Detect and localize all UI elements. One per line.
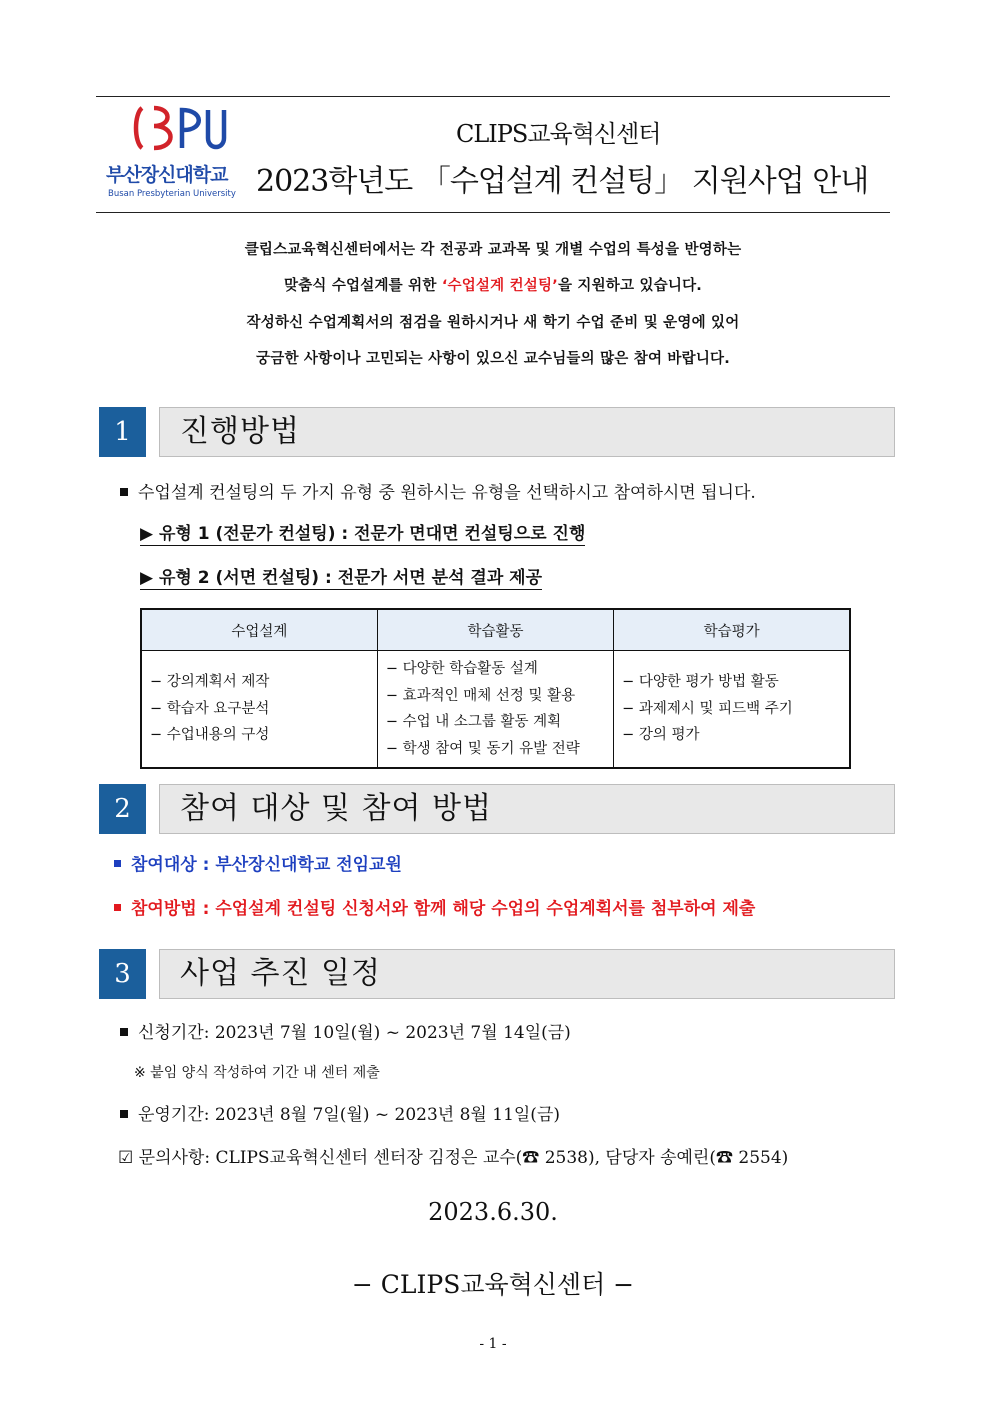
bpu-logo-icon <box>132 104 228 152</box>
participation-method <box>114 894 755 919</box>
table-header-cell: 학습평가 <box>614 609 850 651</box>
square-bullet-icon <box>120 488 128 496</box>
intro-line-2-pre: 맞춤식 수업설계를 위한 <box>283 278 442 294</box>
participation-target-text: 참여대상 : 부산장신대학교 전임교원 <box>131 855 402 875</box>
intro-line-4: 궁금한 사항이나 고민되는 사항이 있으신 교수님들의 많은 참여 바랍니다. <box>256 351 730 367</box>
section-1-title: 진행방법 <box>180 414 300 449</box>
table-cell-design <box>141 651 377 769</box>
center-name: CLIPS교육혁신센터 <box>456 120 661 148</box>
intro-highlight: ‘수업설계 컨설팅’ <box>441 278 558 294</box>
participation-target <box>114 850 402 875</box>
type-1-line: ▶ 유형 1 (전문가 컨설팅) : 전문가 면대면 컨설팅으로 진행 <box>140 519 585 546</box>
section-3-header <box>159 949 895 999</box>
application-period <box>120 1018 571 1043</box>
square-bullet-icon <box>114 860 121 867</box>
intro-line-3: 작성하신 수업계획서의 점검을 원하시거나 새 학기 수업 준비 및 운영에 있어 <box>246 315 740 331</box>
section-1-number: 1 <box>99 407 146 457</box>
list-item: − 과제제시 및 피드백 주기 <box>622 700 793 717</box>
list-item: − 강의 평가 <box>622 727 700 744</box>
application-period-text: 신청기간: 2023년 7월 10일(월) ~ 2023년 7월 14일(금) <box>138 1023 571 1043</box>
section-1-bullet <box>120 478 756 503</box>
section-3-title: 사업 추진 일정 <box>180 956 381 991</box>
university-logo <box>104 104 234 204</box>
intro-line-2 <box>96 274 890 295</box>
type-2-line: ▶ 유형 2 (서면 컨설팅) : 전문가 서면 분석 결과 제공 <box>140 563 542 590</box>
section-1-header <box>159 407 895 457</box>
header-bottom-rule <box>96 212 890 213</box>
list-item: − 수업내용의 구성 <box>150 727 270 744</box>
contact-info: ☑ 문의사항: CLIPS교육혁신센터 센터장 김정은 교수(☎ 2538), 담당자 송예린(☎ 2554) <box>118 1148 789 1168</box>
list-item: − 학생 참여 및 동기 유발 전략 <box>385 740 580 757</box>
list-item: − 다양한 평가 방법 활동 <box>622 674 779 691</box>
intro-line-2-post: 을 지원하고 있습니다. <box>557 278 703 294</box>
section-2-title: 참여 대상 및 참여 방법 <box>180 791 492 826</box>
document-date: 2023.6.30. <box>428 1198 558 1226</box>
participation-method-text: 참여방법 : 수업설계 컨설팅 신청서와 함께 해당 수업의 수업계획서를 첨부하여 제출 <box>131 899 756 919</box>
list-item: − 효과적인 매체 선정 및 활용 <box>385 687 576 704</box>
page-number: - 1 - <box>479 1336 507 1352</box>
table-cell-activity <box>377 651 613 769</box>
operation-period-text: 운영기간: 2023년 8월 7일(월) ~ 2023년 8월 11일(금) <box>138 1105 560 1125</box>
table-cell-evaluation <box>614 651 850 769</box>
square-bullet-icon <box>120 1110 128 1118</box>
table-header-cell: 학습활동 <box>377 609 613 651</box>
consulting-areas-table <box>140 608 851 769</box>
issuer-name: − CLIPS교육혁신센터 − <box>351 1270 635 1299</box>
section-2-header <box>159 784 895 834</box>
application-note: ※ 붙임 양식 작성하여 기간 내 센터 제출 <box>134 1065 380 1081</box>
list-item: − 수업 내 소그룹 활동 계획 <box>385 714 562 730</box>
section-1-bullet-text: 수업설계 컨설팅의 두 가지 유형 중 원하시는 유형을 선택하시고 참여하시면 됩니다. <box>138 483 756 503</box>
square-bullet-icon <box>120 1028 128 1036</box>
square-bullet-icon <box>114 904 121 911</box>
list-item: − 강의계획서 제작 <box>150 674 270 691</box>
operation-period <box>120 1100 560 1125</box>
table-header-row <box>141 609 850 651</box>
list-item: − 학습자 요구분석 <box>150 700 270 717</box>
logo-korean-name: 부산장신대학교 <box>106 164 228 186</box>
logo-english-name: Busan Presbyterian University <box>108 189 236 199</box>
intro-line-1: 클립스교육혁신센터에서는 각 전공과 교과목 및 개별 수업의 특성을 반영하는 <box>244 242 742 258</box>
table-header-cell: 수업설계 <box>141 609 377 651</box>
section-2-number: 2 <box>99 784 146 834</box>
list-item: − 다양한 학습활동 설계 <box>385 661 538 677</box>
table-row <box>141 651 850 769</box>
header-top-rule <box>96 96 890 97</box>
document-title: 2023학년도 「수업설계 컨설팅」 지원사업 안내 <box>256 164 869 199</box>
section-3-number: 3 <box>99 949 146 999</box>
